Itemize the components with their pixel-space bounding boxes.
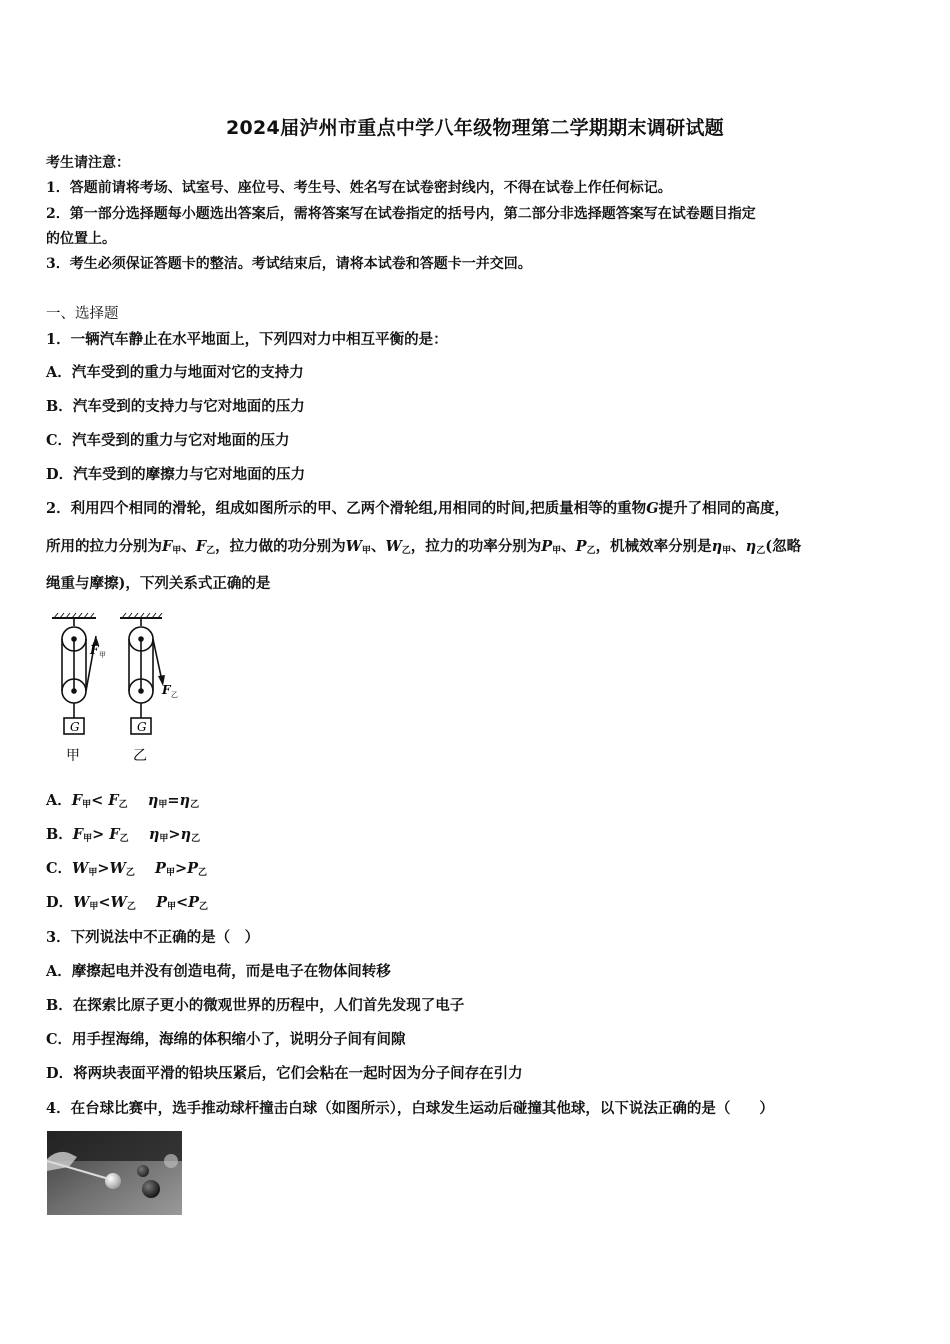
question-3-option-b: B．在探索比原子更小的微观世界的历程中，人们首先发现了电子 (46, 997, 465, 1014)
question-1-option-c: C．汽车受到的重力与它对地面的压力 (46, 432, 290, 449)
notice-item: 2．第一部分选择题每小题选出答案后，需将答案写在试卷指定的括号内，第二部分非选择题答案写在试卷题目指定 (46, 206, 756, 222)
pulley-group-yi (129, 618, 162, 734)
question-3-option-c: C．用手捏海绵，海绵的体积缩小了，说明分子间有间隙 (46, 1031, 406, 1048)
question-2-option-d: D．$W_甲<W_乙$ $P_甲<P_乙$ (46, 894, 209, 912)
question-2-line-1: 2．利用四个相同的滑轮，组成如图所示的甲、乙两个滑轮组,用相同的时间,把质量相等的重物G提升了相同的高度， (46, 500, 790, 517)
question-1-option-a: A．汽车受到的重力与地面对它的支持力 (46, 364, 304, 381)
question-1-option-d: D．汽车受到的摩擦力与它对地面的压力 (46, 466, 306, 483)
question-3-stem: 3．下列说法中不正确的是（ ） (46, 929, 260, 946)
weight-label-yi: G (137, 720, 147, 734)
weight-label-jia: G (70, 720, 80, 734)
figure-label-yi: 乙 (133, 748, 147, 764)
question-1-stem: 1．一辆汽车静止在水平地面上，下列四对力中相互平衡的是： (46, 331, 448, 348)
question-1-option-b: B．汽车受到的支持力与它对地面的压力 (46, 398, 305, 415)
force-label-jia: F (90, 643, 99, 657)
question-2-option-c: C．$W_甲>W_乙$ $P_甲>P_乙$ (46, 860, 208, 878)
question-2-line-3: 绳重与摩擦)，下列关系式正确的是 (46, 575, 271, 592)
question-2-option-b: B．$F_甲> F_乙$ $\eta_甲>\eta_乙$ (46, 826, 201, 844)
figure-label-jia: 甲 (66, 748, 80, 764)
billiards-photo (47, 1131, 182, 1215)
notice-heading: 考生请注意： (46, 155, 130, 171)
exam-title: 2024届泸州市重点中学八年级物理第二学期期末调研试题 (226, 117, 724, 139)
force-label-jia-sub: 甲 (99, 651, 106, 659)
question-2-option-a: A．$F_甲< F_乙$ $\eta_甲=\eta_乙$ (46, 792, 200, 810)
notice-item: 1．答题前请将考场、试室号、座位号、考生号、姓名写在试卷密封线内，不得在试卷上作任何标记。 (46, 180, 672, 196)
question-2-line-2: 所用的拉力分别为$F_甲$、$F_乙$，拉力做的功分别为$W_甲$、$W_乙$，拉力的功率分别为$P_甲$、$P_乙$，机械效率分别是$\eta_甲$、$\eta_乙$(忽略 (46, 538, 802, 556)
notice-item: 3．考生必须保证答题卡的整洁。考试结束后，请将本试卷和答题卡一并交回。 (46, 256, 532, 272)
section-title: 一、选择题 (46, 306, 119, 322)
force-label-yi: F (162, 683, 171, 697)
question-3-option-a: A．摩擦起电并没有创造电荷，而是电子在物体间转移 (46, 963, 391, 980)
pulley-system-figure (44, 606, 194, 766)
ceiling-right (120, 613, 162, 618)
pulley-group-jia (62, 618, 96, 734)
notice-item: 的位置上。 (46, 231, 116, 247)
question-3-option-d: D．将两块表面平滑的铅块压紧后，它们会粘在一起时因为分子间存在引力 (46, 1065, 523, 1082)
question-4-stem: 4．在台球比赛中，选手推动球杆撞击白球（如图所示），白球发生运动后碰撞其他球，以下说法正确的是（ ） (46, 1100, 774, 1117)
force-label-yi-sub: 乙 (171, 691, 178, 699)
ceiling-left (52, 613, 96, 618)
